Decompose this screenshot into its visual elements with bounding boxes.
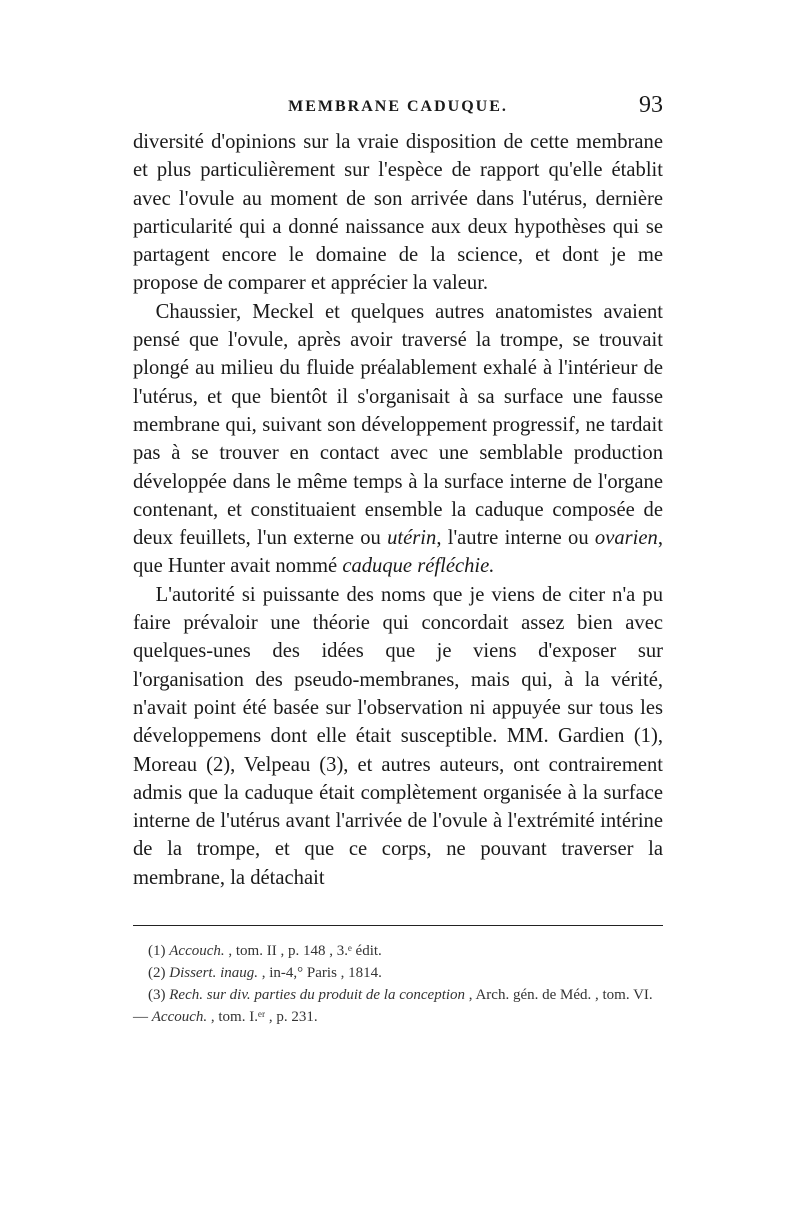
paragraph-2-text-a: Chaussier, Meckel et quelques autres anatomistes avaient pensé que l'ovule, après avoir traversé la trompe, se trouvait plongé au milieu du fluide préalablement exhalé à l'intérieur de l'utérus, et que bientôt il s'organisait à sa surface une fausse membrane qui, suivant son développement progressif, ne tardait pas à se trouver en contact avec une semblable production développée dans le même temps à la surface interne de l'organe contenant, et constituaient ensemble la caduque composée de deux feuillets, l'un externe ou <box>133 300 663 550</box>
term-ovarien: ovarien <box>594 527 658 550</box>
term-uterin: utérin <box>387 527 437 550</box>
footnote-2-ref: , in-4,° Paris , 1814. <box>258 965 382 981</box>
footnote-1-ref: , tom. II , p. 148 , 3.ᵉ édit. <box>224 943 382 959</box>
footnote-2-mark: (2) <box>148 965 170 981</box>
paragraph-2-text-b: , l'autre interne ou <box>436 527 595 550</box>
footnote-2-title: Dissert. inaug. <box>169 965 259 981</box>
footnote-3-title-2: Accouch. <box>151 1009 208 1025</box>
footnote-3 <box>133 984 663 1028</box>
footnote-rule <box>133 925 663 926</box>
footnote-3-ref-2: , tom. I.ᵉʳ , p. 231. <box>207 1009 318 1025</box>
running-header <box>133 92 663 128</box>
footnote-1-title: Accouch. <box>169 943 225 959</box>
footnote-3-title: Rech. sur div. parties du produit de la conception <box>169 987 466 1003</box>
footnote-1 <box>133 940 663 962</box>
paragraph-1: diversité d'opinions sur la vraie disposition de cette membrane et plus particulièrement sur l'espèce de rapport qu'elle établit avec l'ovule au moment de son arrivée dans l'utérus, dernière particularité qui a donné naissance aux deux hypothèses qui se partagent encore le domaine de la science, et dont je me propose de comparer et apprécier la valeur. <box>133 131 663 295</box>
page-number: 93 <box>639 92 663 118</box>
paragraph-2 <box>133 298 663 581</box>
footnote-3-ref: , Arch. gén. de Méd. , tom. VI. — <box>133 987 653 1025</box>
body-text <box>133 128 663 892</box>
term-caduque-reflechie: caduque réfléchie. <box>342 555 495 578</box>
footnote-2 <box>133 962 663 984</box>
footnote-3-mark: (3) <box>148 987 170 1003</box>
paragraph-2-text-c: , que Hunter avait nommé <box>133 527 663 578</box>
footnote-1-mark: (1) <box>148 943 170 959</box>
footnotes <box>133 940 663 1028</box>
running-title: MEMBRANE CADUQUE. <box>288 98 508 115</box>
paragraph-3: L'autorité si puissante des noms que je viens de citer n'a pu faire prévaloir une théorie qui concordait assez bien avec quelques-unes des idées que je viens d'exposer sur l'organisation des pseudo-membranes, mais qui, à la vérité, n'avait point été basée sur l'observation ni appuyée sur tous les développemens dont elle était susceptible. MM. Gardien (1), Moreau (2), Velpeau (3), et autres auteurs, ont contrairement admis que la caduque était complètement organisée à la surface interne de l'utérus avant l'arrivée de l'ovule à l'extrémité intérine de la trompe, et que ce corps, ne pouvant traverser la membrane, la détachait <box>133 583 663 889</box>
